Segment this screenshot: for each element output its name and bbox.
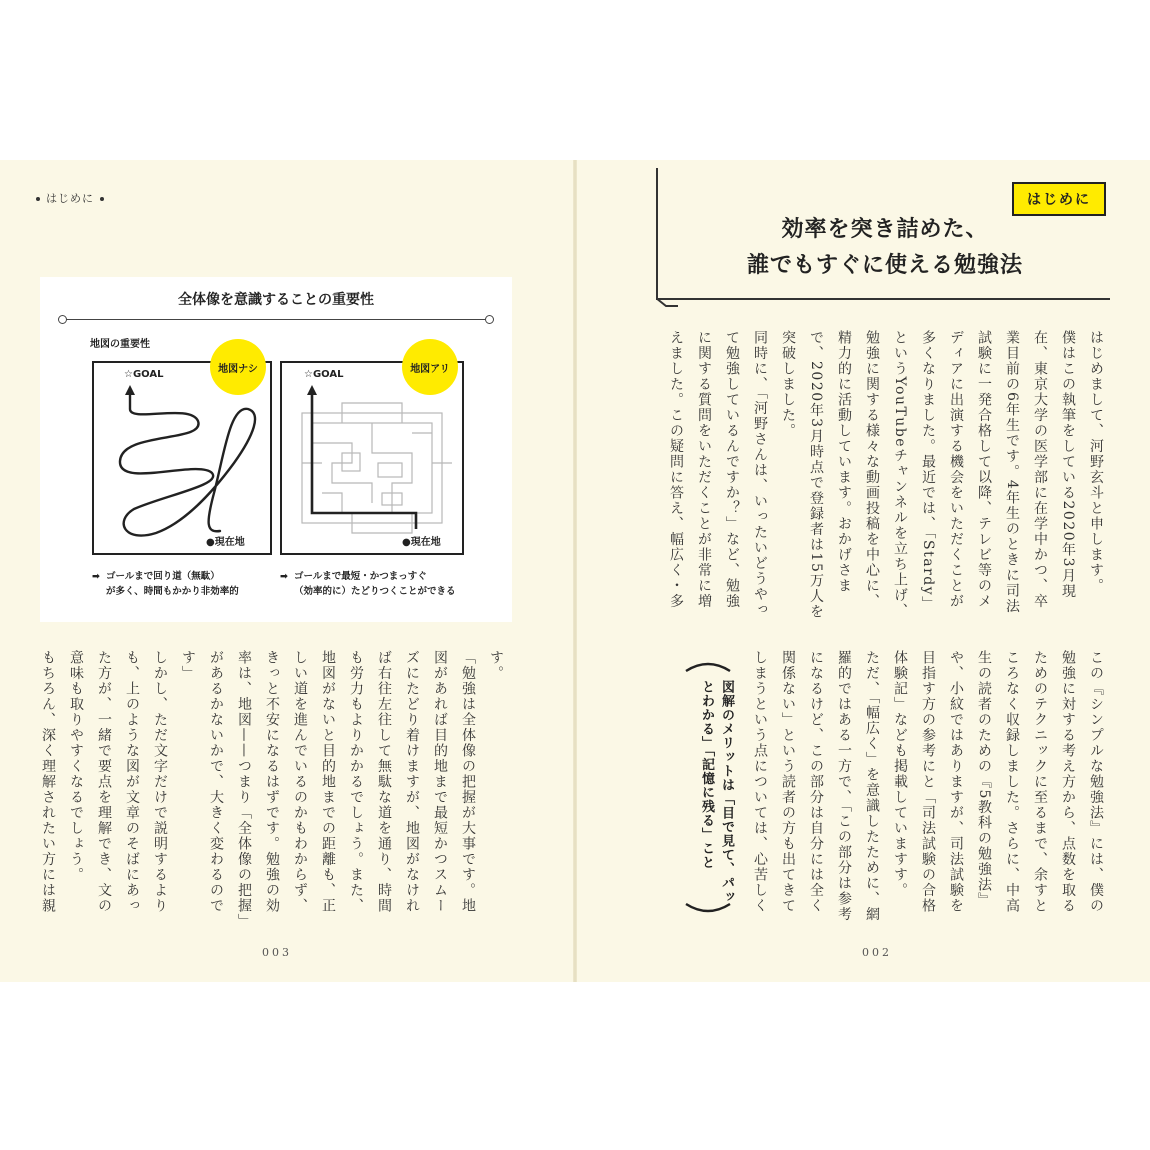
current-location-label: ●現在地 [402,537,441,548]
page-number-left: 003 [262,946,292,959]
bullet-icon [36,197,40,201]
right-page-body-top: はじめまして、河野玄斗と申します。 僕はこの執筆をしている2020年3月現在、東京大学の医学部に在学中かつ、卒業目前の6年生です。4年生のときに司法試験に一発合格して以降、テレビ等のメディアに出演する機会をいただくことが多くなりました。最近では、「Stardy」というYouTubeチャンネルを立ち上げ、勉強に関する様々な動画投稿を中心に、精力的に活動しています。おかげさまで、2020年3月時点で登録者は15万人を突破しました。 同時に、「河野さんは、いったいどうやって勉強しているんですか？」など、勉強に関する質問をいただくことが非常に増えました。この疑問に答え、幅広く・多 [668,330,1104,620]
arrow-right-icon: ➡ [92,571,100,582]
page-number-right: 002 [862,946,892,959]
right-page-body-bottom: この『シンプルな勉強法』には、僕の勉強に対する考え方から、点数を取るためのテクニックに至るまで、余すところなく収録しました。さらに、中高生の読者のための『5教科の勉強法』や、小紋ではありますが、司法試験を目指す方の参考にと「司法試験の合格体験記」なども掲載していますす。 ただ、「幅広く」を意識したために、網羅的ではある一方で、「この部分は参考になるけど、この部分は自分には全く関係ない」という読者の方も出てきてしまうという点については、心苦しく [752,650,1104,922]
badge-no-map: 地図ナシ [210,339,266,395]
chapter-title-line1: 効率を突き詰めた、 [781,217,989,242]
callout-text: 図解のメリットは「目で見て、パッとわかる」「記憶に残る」こと [699,680,734,904]
caption-no-map: ➡ ゴールまで回り道（無駄） が多く、時間もかかり非効率的 [92,571,239,597]
figure-subtitle: 地図の重要性 [90,339,150,350]
badge-with-map: 地図アリ [402,339,458,395]
running-head-text: はじめに [46,192,94,205]
chapter-label: はじめに [1012,182,1106,216]
figure-title-rule [66,319,486,320]
bullet-icon [100,197,104,201]
goal-label: ☆GOAL [304,369,344,380]
running-head [30,190,110,206]
arrow-right-icon: ➡ [280,571,288,582]
caption-with-map: ➡ ゴールまで最短・かつまっすぐ （効率的に）たどりつくことができる [280,571,456,597]
diagram-figure [40,277,512,622]
book-gutter [573,160,577,982]
heading-frame-corner [656,286,678,308]
chapter-title [690,212,1080,284]
chapter-title-line2: 誰でもすぐに使える勉強法 [746,253,1023,278]
current-location-label: ●現在地 [206,537,245,548]
figure-title: 全体像を意識することの重要性 [178,292,374,308]
goal-label: ☆GOAL [124,369,164,380]
left-page-body: す。 「勉強は全体像の把握が大事です。地図があれば目的地まで最短かつスムーズにたどり着けますが、地図がなければ右往左往して無駄な道を通り、時間も労力もよりかかるでしょう。また、地図がないと目的地までの距離も、正しい道を進んでいるのかもわからず、きっと不安になるはずです。勉強の効率は、地図——つまり「全体像の把握」があるかないかで、大きく変わるのです」 しかし、ただ文字だけで説明するよりも、上のような図が文章のそばにあった方が、一緒で要点を理解でき、文の意味も取りやすくなるでしょう。 もちろん、深く理解されたい方には親 [40,650,504,922]
